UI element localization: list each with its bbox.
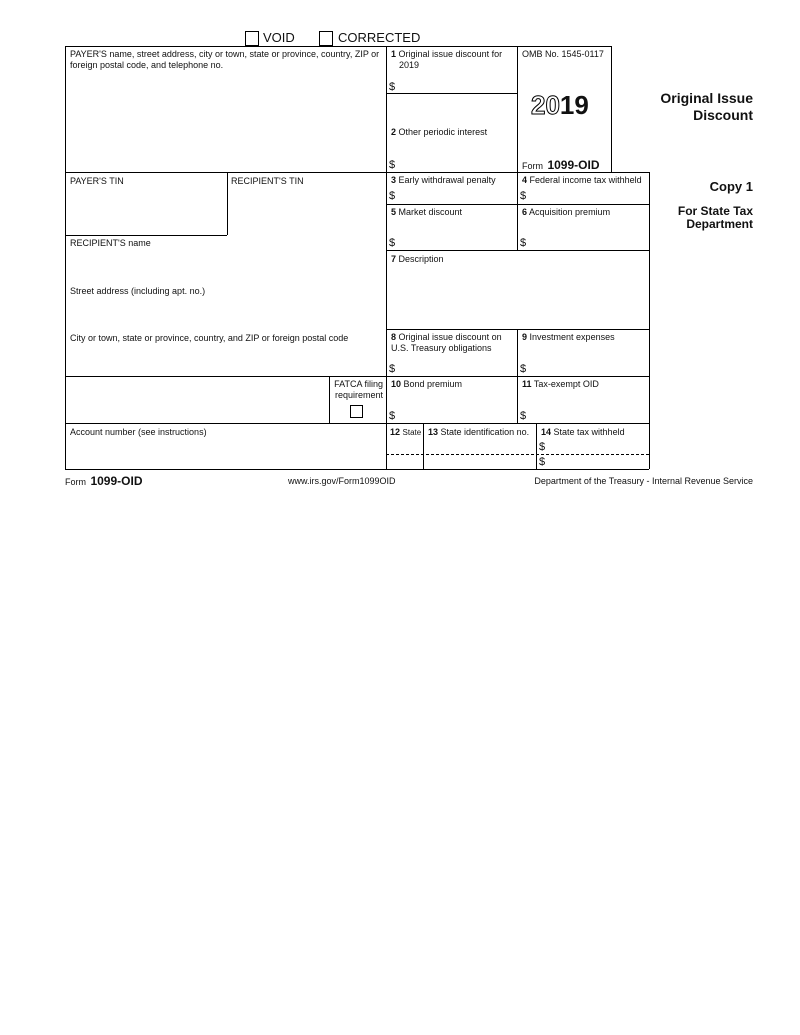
box6-label: 6 Acquisition premium	[522, 207, 611, 217]
copy-label: Copy 1	[709, 179, 753, 194]
box12-label: 12 State	[390, 427, 422, 437]
footer-form-name: Form 1099-OID	[65, 474, 143, 488]
form-top-border	[65, 46, 611, 47]
tax-year-bold: 19	[559, 90, 589, 120]
street-address-label: Street address (including apt. no.)	[70, 286, 206, 296]
form-title-1: Original Issue	[660, 90, 753, 106]
void-label: VOID	[263, 30, 295, 45]
box5-dollar: $	[389, 237, 396, 249]
footer-department: Department of the Treasury - Internal Revenue Service	[534, 476, 753, 486]
box6-dollar: $	[520, 237, 527, 249]
box7-label: 7 Description	[391, 254, 444, 264]
form-title-2: Discount	[693, 107, 753, 123]
box8-label-2: U.S. Treasury obligations	[391, 343, 492, 353]
box9-label: 9 Investment expenses	[522, 332, 615, 342]
box2-label: 2 Other periodic interest	[391, 127, 488, 137]
box10-dollar: $	[389, 410, 396, 422]
fatca-label-2: requirement	[334, 390, 383, 400]
box3-label: 3 Early withdrawal penalty	[391, 175, 496, 185]
box5-label: 5 Market discount	[391, 207, 463, 217]
box8-dollar: $	[389, 363, 396, 375]
corrected-checkbox[interactable]	[319, 31, 333, 46]
purpose-line-2: Department	[686, 217, 753, 231]
box1-dollar: $	[389, 81, 396, 93]
box14-dollar-1: $	[539, 441, 546, 453]
city-state-label: City or town, state or province, country, and ZIP or foreign postal code	[70, 333, 349, 343]
fatca-checkbox[interactable]	[350, 405, 363, 418]
recipient-tin-label: RECIPIENT'S TIN	[231, 176, 304, 186]
box13-label: 13 State identification no.	[428, 427, 530, 437]
payer-name-label: PAYER'S name, street address, city or town, state or province, country, ZIP or foreign postal code, and telephone no.	[70, 49, 380, 70]
box11-label: 11 Tax-exempt OID	[522, 379, 599, 389]
form-left-border	[65, 46, 66, 469]
purpose-line-1: For State Tax	[677, 204, 753, 218]
omb-form-name: Form 1099-OID	[522, 158, 600, 172]
box8-label-1: 8 Original issue discount on	[391, 332, 502, 342]
box11-dollar: $	[520, 410, 527, 422]
box2-dollar: $	[389, 159, 396, 171]
box1-year: 2019	[399, 60, 420, 70]
box1-label: 1 Original issue discount for	[391, 49, 503, 59]
omb-number: OMB No. 1545-0117	[522, 49, 604, 59]
box14-label: 14 State tax withheld	[541, 427, 625, 437]
fatca-label-1: FATCA filing	[334, 379, 383, 389]
tax-year	[531, 90, 589, 120]
void-checkbox[interactable]	[245, 31, 259, 46]
box3-dollar: $	[389, 190, 396, 202]
corrected-label: CORRECTED	[338, 30, 421, 45]
box10-label: 10 Bond premium	[391, 379, 463, 389]
box9-dollar: $	[520, 363, 527, 375]
box4-label: 4 Federal income tax withheld	[522, 175, 642, 185]
tax-year-outline: 20	[531, 90, 560, 120]
recipient-name-label: RECIPIENT'S name	[70, 238, 151, 248]
box14-dollar-2: $	[539, 456, 546, 468]
box4-dollar: $	[520, 190, 527, 202]
payer-tin-label: PAYER'S TIN	[70, 176, 124, 186]
account-number-label: Account number (see instructions)	[70, 427, 207, 437]
form-bottom-border	[65, 469, 649, 470]
footer-url: www.irs.gov/Form1099OID	[288, 476, 396, 486]
